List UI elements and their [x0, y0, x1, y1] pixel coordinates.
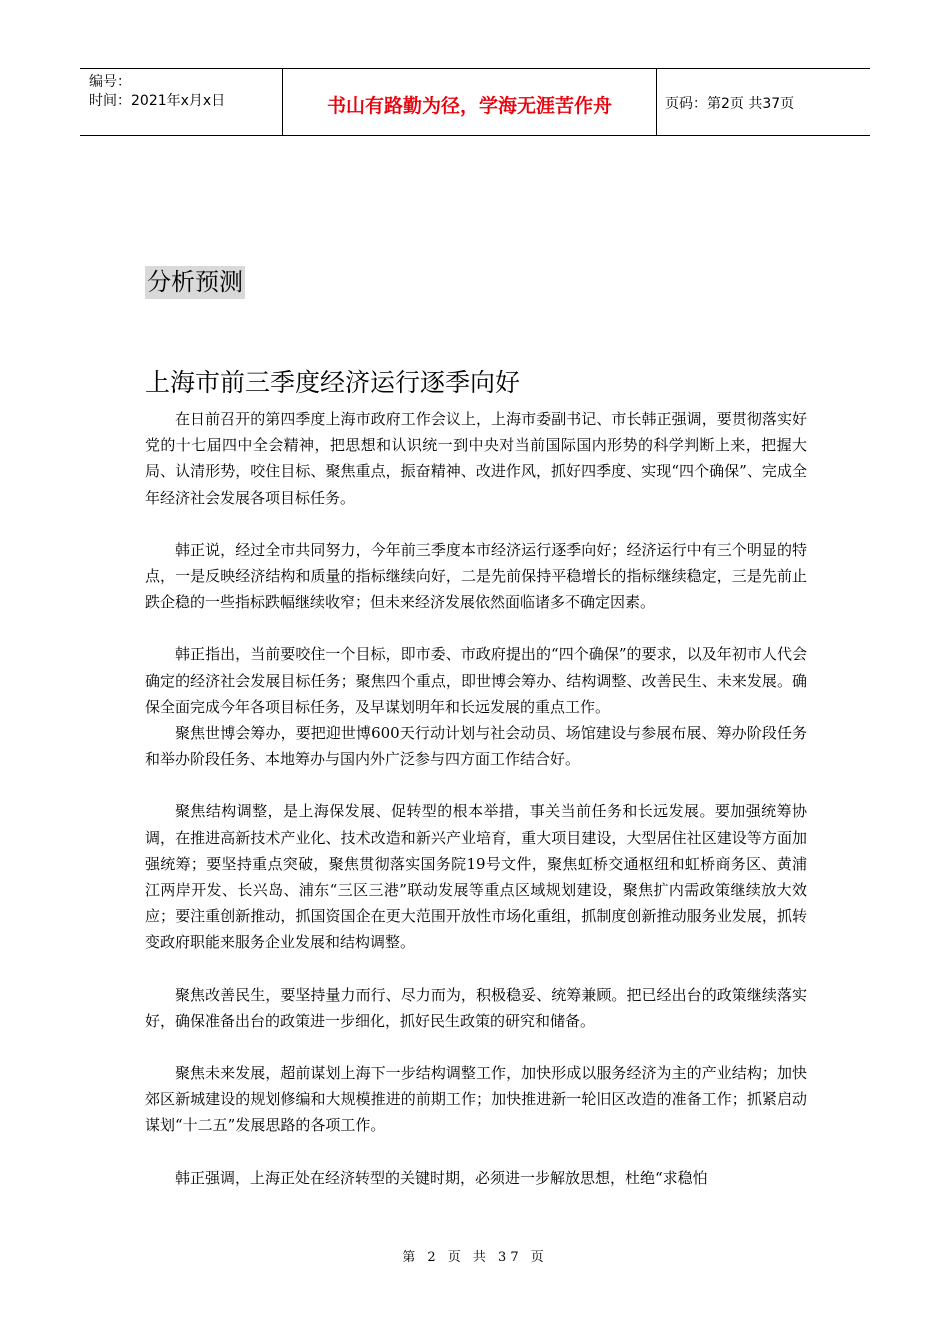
paragraph: 韩正说，经过全市共同努力，今年前三季度本市经济运行逐季向好；经济运行中有三个明显的特点，一是反映经济结构和质量的指标继续向好，二是先前保持平稳增长的指标继续稳定，三是先前止跌企稳的一些指标跌幅继续收窄；但未来经济发展依然面临诸多不确定因素。 — [145, 540, 807, 612]
document-date: 时间：2021年x月x日 — [89, 93, 226, 109]
document-number: 编号： — [89, 74, 131, 90]
paragraph: 聚焦未来发展，超前谋划上海下一步结构调整工作，加快形成以服务经济为主的产业结构；加快郊区新城建设的规划修编和大规模推进的前期工作；加快推进新一轮旧区改造的准备工作；抓紧启动谋划“十二五”发展思路的各项工作。 — [145, 1064, 807, 1135]
page-footer: 第 2 页 共 37 页 — [402, 1250, 548, 1265]
header-meta — [80, 69, 283, 135]
header-page-info: 页码：第2页 共37页 — [665, 96, 795, 112]
paragraph: 在日前召开的第四季度上海市政府工作会议上，上海市委副书记、市长韩正强调，要贯彻落实好党的十七届四中全会精神，把思想和认识统一到中央对当前国际国内形势的科学判断上来，把握大局、认清形势，咬住目标、聚焦重点，振奋精神、改进作风，抓好四季度、实现“四个确保”、完成全年经济社会发展各项目标任务。 — [145, 410, 807, 507]
paragraph: 韩正强调，上海正处在经济转型的关键时期，必须进一步解放思想，杜绝“求稳怕 — [175, 1168, 708, 1187]
page-header — [80, 68, 870, 136]
section-label: 分析预测 — [145, 266, 245, 299]
paragraph: 聚焦结构调整，是上海保发展、促转型的根本举措，事关当前任务和长远发展。要加强统筹协调，在推进高新技术产业化、技术改造和新兴产业培育，重大项目建设，大型居住社区建设等方面加强统筹；要坚持重点突破，聚焦贯彻落实国务院19号文件，聚焦虹桥交通枢纽和虹桥商务区、黄浦江两岸开发、长兴岛、浦东“三区三港”联动发展等重点区域规划建设，聚焦扩内需政策继续放大效应；要注重创新推动，抓国资国企在更大范围开放性市场化重组，抓制度创新推动服务业发展，抓转变政府职能来服务企业发展和结构调整。 — [145, 802, 807, 952]
article-body — [145, 406, 807, 1191]
paragraph: 聚焦世博会筹办，要把迎世博600天行动计划与社会动员、场馆建设与参展布展、筹办阶段任务和举办阶段任务、本地筹办与国内外广泛参与四方面工作结合好。 — [145, 724, 807, 769]
paragraph: 聚焦改善民生，要坚持量力而行、尽力而为，积极稳妥、统筹兼顾。把已经出台的政策继续落实好，确保准备出台的政策进一步细化，抓好民生政策的研究和储备。 — [145, 985, 807, 1030]
article-title: 上海市前三季度经济运行逐季向好 — [145, 368, 521, 397]
paragraph: 韩正指出，当前要咬住一个目标，即市委、市政府提出的“四个确保”的要求，以及年初市人代会确定的经济社会发展目标任务；聚焦四个重点，即世博会筹办、结构调整、改善民生、未来发展。确保全面完成今年各项目标任务，及早谋划明年和长远发展的重点工作。 — [145, 645, 807, 716]
header-motto: 书山有路勤为径，学海无涯苦作舟 — [283, 69, 657, 135]
